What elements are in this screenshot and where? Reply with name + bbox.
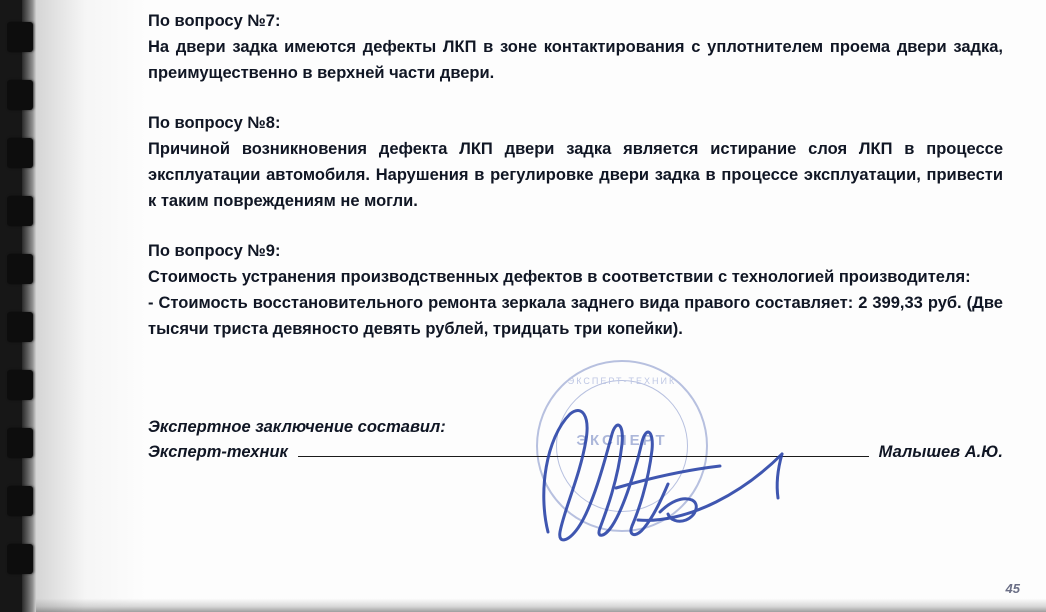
section-question-7	[148, 8, 1003, 86]
binding-hole	[7, 196, 33, 226]
expert-name: Малышев А.Ю.	[878, 443, 1003, 461]
binding-hole	[7, 254, 33, 284]
compiled-by-label: Экспертное заключение составил:	[148, 418, 446, 436]
section-paragraph: Стоимость устранения производственных дефектов в соответствии с технологией производителя:	[148, 268, 971, 286]
binding-hole	[7, 370, 33, 400]
binding-hole	[7, 486, 33, 516]
section-paragraph-item: - Стоимость восстановительного ремонта зеркала заднего вида правого составляет: 2 399,33 руб. (Две тысячи триста девяносто девять рублей, тридцать три копейки).	[148, 294, 1003, 338]
binding-hole	[7, 312, 33, 342]
section-heading: По вопросу №9:	[148, 242, 281, 260]
binding-hole	[7, 428, 33, 458]
section-paragraph: На двери задка имеются дефекты ЛКП в зоне контактирования с уплотнителем проема двери задка, преимущественно в верхней части двери.	[148, 38, 1003, 82]
binding-hole	[7, 22, 33, 52]
document-body	[148, 8, 1003, 366]
spiral-binding	[5, 0, 39, 612]
stamp-center-text: ЭКСПЕРТ	[576, 432, 668, 449]
section-heading: По вопросу №8:	[148, 114, 281, 132]
section-question-9	[148, 238, 1003, 342]
signature-block	[148, 418, 1003, 558]
signature-row	[148, 443, 1003, 462]
signature-rule	[298, 455, 869, 457]
section-heading: По вопросу №7:	[148, 12, 281, 30]
binding-hole	[7, 138, 33, 168]
section-paragraph: Причиной возникновения дефекта ЛКП двери задка является истирание слоя ЛКП в процессе эксплуатации автомобиля. Нарушения в регулировке двери задка в процессе эксплуатации, привести к таким повреждениям не могли.	[148, 140, 1003, 210]
binding-hole	[7, 80, 33, 110]
expert-role-label: Эксперт-техник	[148, 443, 288, 461]
stamp-arc-text: ЭКСПЕРТ-ТЕХНИК	[567, 376, 677, 386]
binding-hole	[7, 544, 33, 574]
section-question-8	[148, 110, 1003, 214]
page-number: 45	[1005, 581, 1020, 596]
